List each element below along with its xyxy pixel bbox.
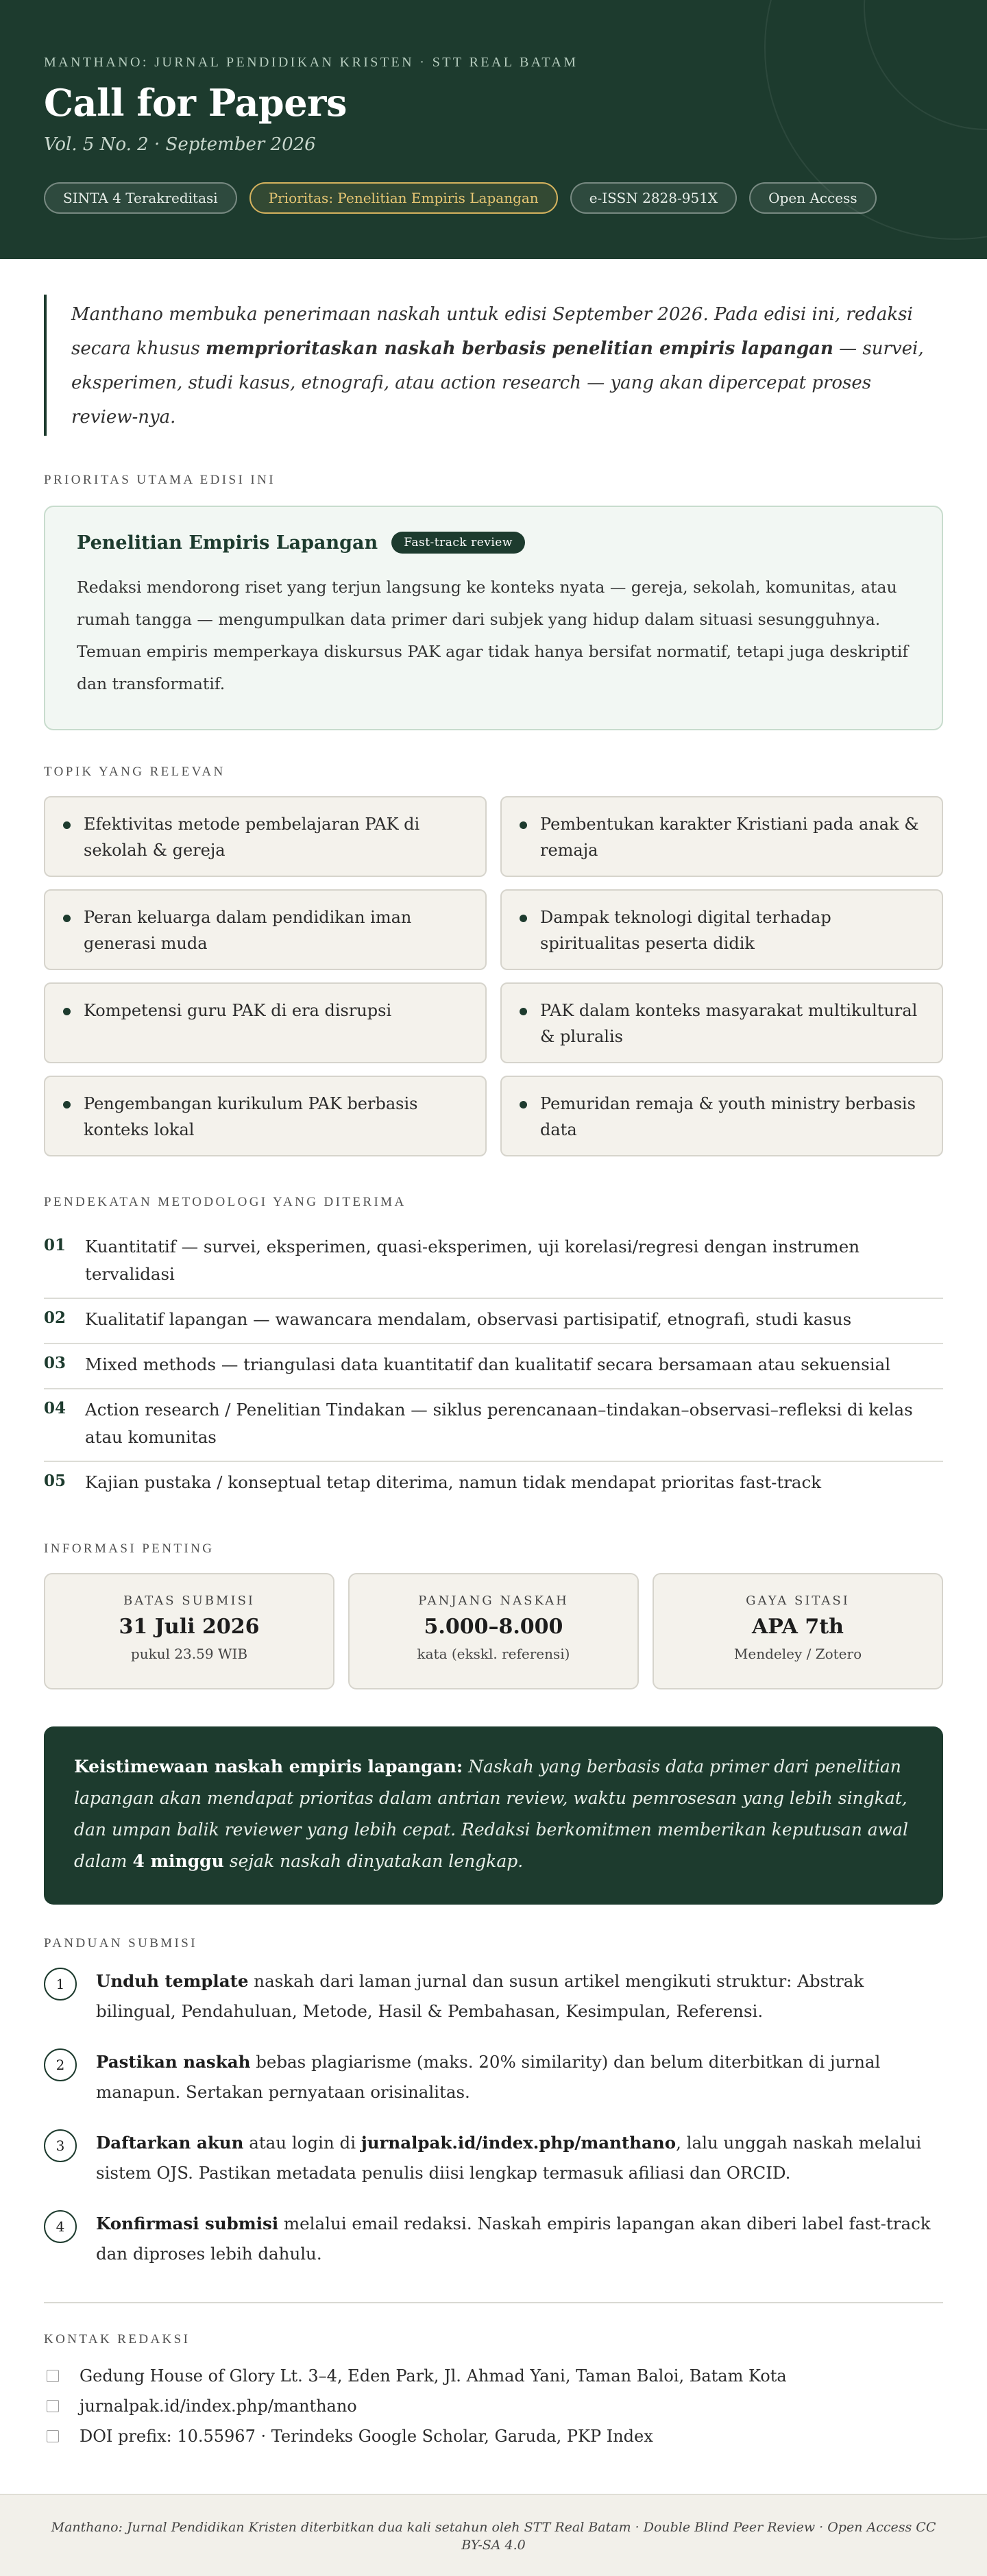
topic-card: [500, 796, 943, 877]
step-bold: Pastikan naskah: [96, 2052, 251, 2072]
method-text: Kajian pustaka / konseptual tetap diterima, namun tidak mendapat prioritas fast-track: [85, 1472, 822, 1492]
info-cards: [44, 1573, 943, 1689]
priority-description: Redaksi mendorong riset yang terjun langsung ke konteks nyata — gereja, sekolah, komunitas, atau rumah tangga — mengumpulkan data primer dari subjek yang hidup dalam situasi sesungguhnya. Temuan empiris memperkaya diskursus PAK agar tidak hanya bersifat normatif, tetapi juga deskriptif dan transformatif.: [77, 578, 909, 693]
tag-sinta: SINTA 4 Terakreditasi: [44, 182, 237, 214]
bullet-icon: [520, 1101, 527, 1109]
step-body: bebas plagiarisme (maks. 20% similarity) dan belum diterbitkan di jurnal manapun. Sertakan pernyataan orisinalitas.: [96, 2052, 881, 2102]
step-bold: Konfirmasi submisi: [96, 2214, 279, 2233]
section-label-priority: PRIORITAS UTAMA EDISI INI: [44, 473, 276, 487]
step-item: [44, 1968, 943, 2027]
callout-body: Naskah yang berbasis data primer dari penelitian lapangan akan mendapat prioritas dalam antrian review, waktu pemrosesan yang lebih singkat, dan umpan balik reviewer yang lebih cepat. Redaksi berkomitmen memberikan keputusan awal dalam: [74, 1757, 908, 1871]
step-bold: Daftarkan akun: [96, 2133, 244, 2153]
card-label: BATAS SUBMISI: [123, 1594, 256, 1608]
step-text: [96, 2047, 939, 2107]
step-item: [44, 2048, 943, 2107]
topic-card: [44, 1076, 487, 1156]
step-number: 4: [44, 2210, 77, 2243]
issue-subtitle: Vol. 5 No. 2 · September 2026: [44, 134, 316, 155]
intro-text: Manthano membuka penerimaan naskah untuk edisi September 2026. Pada edisi ini, redaksi secara khusus: [71, 304, 913, 359]
contact-list: [44, 2361, 943, 2451]
card-label: PANJANG NASKAH: [418, 1594, 569, 1608]
method-number: 04: [44, 1399, 66, 1417]
contact-doi: [44, 2421, 943, 2451]
step-body: atau login di: [243, 2133, 361, 2153]
topic-text: Dampak teknologi digital terhadap spiritualitas peserta didik: [540, 908, 831, 953]
method-item: [44, 1226, 943, 1299]
document-icon: [47, 2430, 59, 2442]
contact-text[interactable]: jurnalpak.id/index.php/manthano: [80, 2397, 357, 2416]
footer-text: Manthano: Jurnal Pendidikan Kristen diterbitkan dua kali setahun oleh STT Real Batam · Double Blind Peer Review · Open Access CC BY-SA 4.0: [51, 2520, 936, 2553]
priority-title: Penelitian Empiris Lapangan: [77, 532, 378, 554]
callout-lead: Keistimewaan naskah empiris lapangan:: [74, 1757, 463, 1776]
step-body: melalui email redaksi. Naskah empiris lapangan akan diberi label fast-track dan diproses lebih dahulu.: [96, 2214, 931, 2264]
contact-text: DOI prefix: 10.55967 · Terindeks Google Scholar, Garuda, PKP Index: [80, 2427, 653, 2446]
topic-text: Pengembangan kurikulum PAK berbasis konteks lokal: [84, 1094, 418, 1139]
journal-name: MANTHANO: JURNAL PENDIDIKAN KRISTEN · STT REAL BATAM: [44, 55, 578, 70]
step-text: [96, 2209, 939, 2269]
section-label-info: INFORMASI PENTING: [44, 1541, 215, 1556]
bullet-icon: [63, 1008, 71, 1015]
method-number: 03: [44, 1354, 66, 1372]
intro-emphasis: memprioritaskan naskah berbasis penelitian empiris lapangan: [205, 338, 833, 359]
submission-steps: [44, 1968, 943, 2291]
topic-grid: [44, 796, 943, 1156]
section-label-methods: PENDEKATAN METODOLOGI YANG DITERIMA: [44, 1195, 406, 1209]
method-item: [44, 1462, 943, 1506]
topic-text: Pemuridan remaja & youth ministry berbasis data: [540, 1094, 916, 1139]
section-label-steps: PANDUAN SUBMISI: [44, 1936, 197, 1950]
section-label-topics: TOPIK YANG RELEVAN: [44, 765, 226, 779]
step-text: [96, 2128, 939, 2188]
card-value: 31 Juli 2026: [119, 1615, 260, 1639]
step-number: 3: [44, 2129, 77, 2162]
footer: [0, 2494, 987, 2576]
topic-card: [44, 889, 487, 970]
card-note: Mendeley / Zotero: [733, 1646, 862, 1662]
callout-tail: sejak naskah dinyatakan lengkap.: [223, 1851, 524, 1871]
method-item: [44, 1299, 943, 1344]
method-text: Action research / Penelitian Tindakan — siklus perencanaan–tindakan–observasi–refleksi di kelas atau komunitas: [85, 1400, 913, 1447]
contact-address: [44, 2361, 943, 2391]
tag-issn: e-ISSN 2828-951X: [570, 182, 737, 214]
topic-card: [500, 982, 943, 1063]
header-banner: [0, 0, 987, 259]
fast-track-badge: Fast-track review: [391, 532, 525, 554]
step-body: naskah dari laman jurnal dan susun artikel mengikuti struktur: Abstrak bilingual, Pendahuluan, Metode, Hasil & Pembahasan, Kesimpulan, Referensi.: [96, 1971, 864, 2021]
method-item: [44, 1344, 943, 1389]
priority-box: [44, 506, 943, 730]
method-list: [44, 1226, 943, 1506]
step-item: [44, 2210, 943, 2269]
location-icon: [47, 2370, 59, 2382]
page-title: Call for Papers: [44, 81, 347, 125]
bullet-icon: [63, 1101, 71, 1109]
card-note: pukul 23.59 WIB: [130, 1646, 248, 1662]
method-number: 02: [44, 1309, 66, 1327]
section-divider: [44, 2302, 943, 2303]
callout-highlight: 4 minggu: [132, 1851, 224, 1871]
contact-website[interactable]: [44, 2391, 943, 2421]
method-text: Kualitatif lapangan — wawancara mendalam, observasi partisipatif, etnografi, studi kasus: [85, 1309, 852, 1329]
tag-list: [44, 182, 877, 214]
card-label: GAYA SITASI: [746, 1594, 850, 1608]
card-value: 5.000–8.000: [424, 1615, 563, 1639]
contact-text: Gedung House of Glory Lt. 3–4, Eden Park, Jl. Ahmad Yani, Taman Baloi, Batam Kota: [80, 2366, 787, 2386]
intro-text-end: — survei, eksperimen, studi kasus, etnografi, atau action research — yang akan dipercepat proses review-nya.: [71, 338, 924, 428]
tag-open-access: Open Access: [749, 182, 876, 214]
bullet-icon: [520, 1008, 527, 1015]
step-number: 1: [44, 1968, 77, 2001]
method-number: 01: [44, 1236, 66, 1254]
method-number: 05: [44, 1472, 66, 1490]
length-card: [348, 1573, 639, 1689]
topic-card: [500, 1076, 943, 1156]
priority-header: [77, 532, 910, 554]
step-item: [44, 2129, 943, 2188]
card-value: APA 7th: [752, 1615, 844, 1639]
deadline-card: [44, 1573, 334, 1689]
section-label-contact: KONTAK REDAKSI: [44, 2332, 191, 2346]
step-text: [96, 1966, 939, 2027]
method-text: Kuantitatif — survei, eksperimen, quasi-eksperimen, uji korelasi/regresi dengan instrumen tervalidasi: [85, 1237, 860, 1284]
method-item: [44, 1389, 943, 1462]
bullet-icon: [63, 821, 71, 829]
tag-priority: Prioritas: Penelitian Empiris Lapangan: [249, 182, 558, 214]
step-number: 2: [44, 2048, 77, 2081]
step-bold: Unduh template: [96, 1971, 249, 1991]
bullet-icon: [520, 821, 527, 829]
card-note: kata (ekskl. referensi): [417, 1646, 570, 1662]
topic-text: Kompetensi guru PAK di era disrupsi: [84, 1001, 392, 1020]
method-text: Mixed methods — triangulasi data kuantitatif dan kualitatif secara bersamaan atau sekuensial: [85, 1354, 891, 1374]
intro-quote: [44, 295, 943, 436]
topic-text: Efektivitas metode pembelajaran PAK di sekolah & gereja: [84, 815, 420, 860]
topic-text: Pembentukan karakter Kristiani pada anak & remaja: [540, 815, 919, 860]
topic-card: [500, 889, 943, 970]
bullet-icon: [63, 915, 71, 922]
link-icon: [47, 2400, 59, 2412]
topic-card: [44, 982, 487, 1063]
fast-track-callout: [44, 1726, 943, 1905]
topic-text: PAK dalam konteks masyarakat multikultural & pluralis: [540, 1001, 918, 1046]
topic-card: [44, 796, 487, 877]
topic-text: Peran keluarga dalam pendidikan iman generasi muda: [84, 908, 412, 953]
journal-url-link[interactable]: jurnalpak.id/index.php/manthano: [361, 2133, 677, 2153]
citation-card: [653, 1573, 943, 1689]
step-body-end: , lalu unggah naskah melalui sistem OJS. Pastikan metadata penulis diisi lengkap termasuk afiliasi dan ORCID.: [96, 2133, 922, 2183]
bullet-icon: [520, 915, 527, 922]
